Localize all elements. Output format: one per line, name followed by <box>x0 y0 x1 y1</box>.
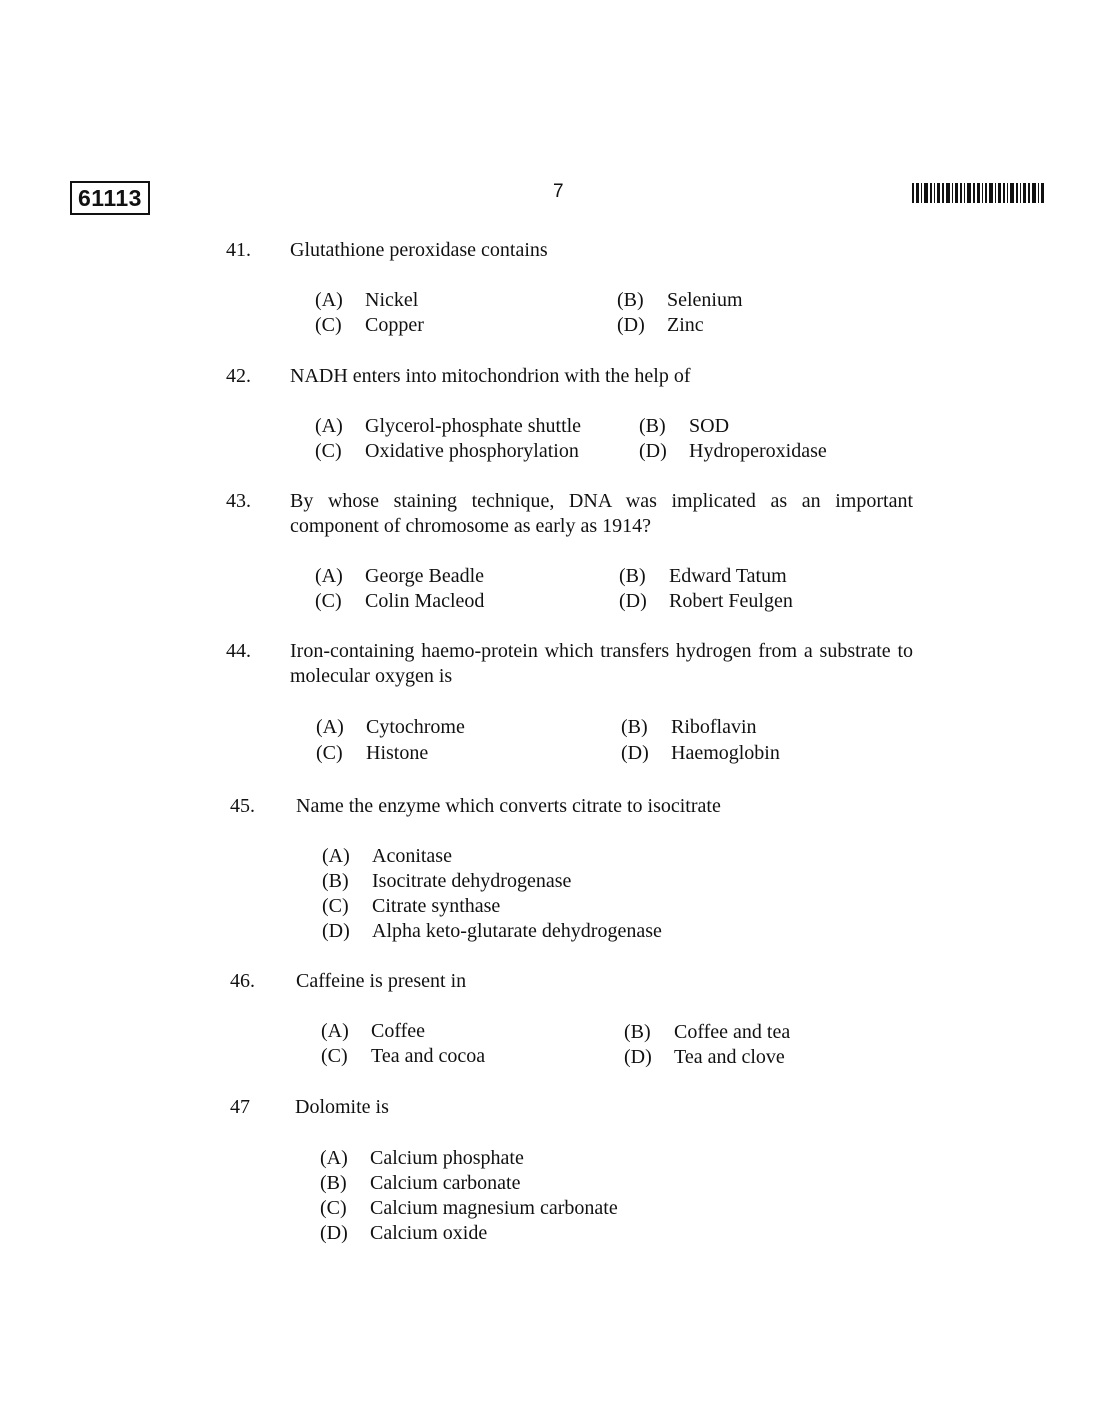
option-d[interactable]: (D) Haemoglobin <box>621 742 780 764</box>
option-d[interactable]: (D) Robert Feulgen <box>619 590 793 612</box>
option-b[interactable]: (B) Edward Tatum <box>619 565 787 587</box>
option-a[interactable]: (A) Aconitase <box>322 845 452 867</box>
question-stem: Iron-containing haemo-protein which transfers hydrogen from a substrate to molecular oxygen is <box>290 640 913 687</box>
option-b[interactable]: (B) Isocitrate dehydrogenase <box>322 870 572 892</box>
option-d[interactable]: (D) Hydroperoxidase <box>639 440 827 462</box>
question-number: 47 <box>230 1096 250 1118</box>
option-c[interactable]: (C) Oxidative phosphorylation <box>315 440 579 462</box>
question-number: 45. <box>230 795 255 817</box>
question-45 <box>230 794 930 944</box>
option-a[interactable]: (A) Coffee <box>321 1020 426 1042</box>
question-stem: Dolomite is <box>295 1096 389 1118</box>
option-c[interactable]: (C) Colin Macleod <box>315 590 485 612</box>
question-number: 42. <box>226 365 251 387</box>
question-number: 43. <box>226 490 251 512</box>
option-a[interactable]: (A) Cytochrome <box>316 716 465 738</box>
question-stem: Name the enzyme which converts citrate to isocitrate <box>296 795 721 817</box>
page-number: 7 <box>553 181 564 202</box>
question-46 <box>230 969 930 1069</box>
question-stem: Glutathione peroxidase contains <box>290 239 548 261</box>
option-d[interactable]: (D) Tea and clove <box>624 1046 785 1068</box>
option-c[interactable]: (C) Tea and cocoa <box>321 1045 486 1067</box>
option-b[interactable]: (B) Riboflavin <box>621 716 757 738</box>
question-43 <box>226 489 926 614</box>
option-b[interactable]: (B) Coffee and tea <box>624 1021 791 1043</box>
question-number: 46. <box>230 970 255 992</box>
question-42 <box>226 364 926 462</box>
option-c[interactable]: (C) Calcium magnesium carbonate <box>320 1197 618 1219</box>
question-44 <box>226 639 926 769</box>
question-number: 44. <box>226 640 251 662</box>
option-d[interactable]: (D) Zinc <box>617 314 704 336</box>
question-stem: Caffeine is present in <box>296 970 467 992</box>
option-a[interactable]: (A) Calcium phosphate <box>320 1147 524 1169</box>
paper-code: 61113 <box>70 181 150 215</box>
option-a[interactable]: (A) Glycerol-phosphate shuttle <box>315 415 582 437</box>
barcode-icon <box>912 183 1044 203</box>
question-41 <box>226 238 926 336</box>
option-d[interactable]: (D) Calcium oxide <box>320 1222 488 1244</box>
question-47 <box>230 1095 930 1245</box>
option-c[interactable]: (C) Citrate synthase <box>322 895 501 917</box>
question-stem: By whose staining technique, DNA was implicated as an important component of chromosome as early as 1914? <box>290 490 913 537</box>
option-c[interactable]: (C) Histone <box>316 742 429 764</box>
option-b[interactable]: (B) Selenium <box>617 289 743 311</box>
option-a[interactable]: (A) Nickel <box>315 289 419 311</box>
option-b[interactable]: (B) SOD <box>639 415 730 437</box>
option-b[interactable]: (B) Calcium carbonate <box>320 1172 521 1194</box>
option-a[interactable]: (A) George Beadle <box>315 565 485 587</box>
question-stem: NADH enters into mitochondrion with the help of <box>290 365 691 387</box>
question-number: 41. <box>226 239 251 261</box>
option-c[interactable]: (C) Copper <box>315 314 424 336</box>
option-d[interactable]: (D) Alpha keto-glutarate dehydrogenase <box>322 920 662 942</box>
